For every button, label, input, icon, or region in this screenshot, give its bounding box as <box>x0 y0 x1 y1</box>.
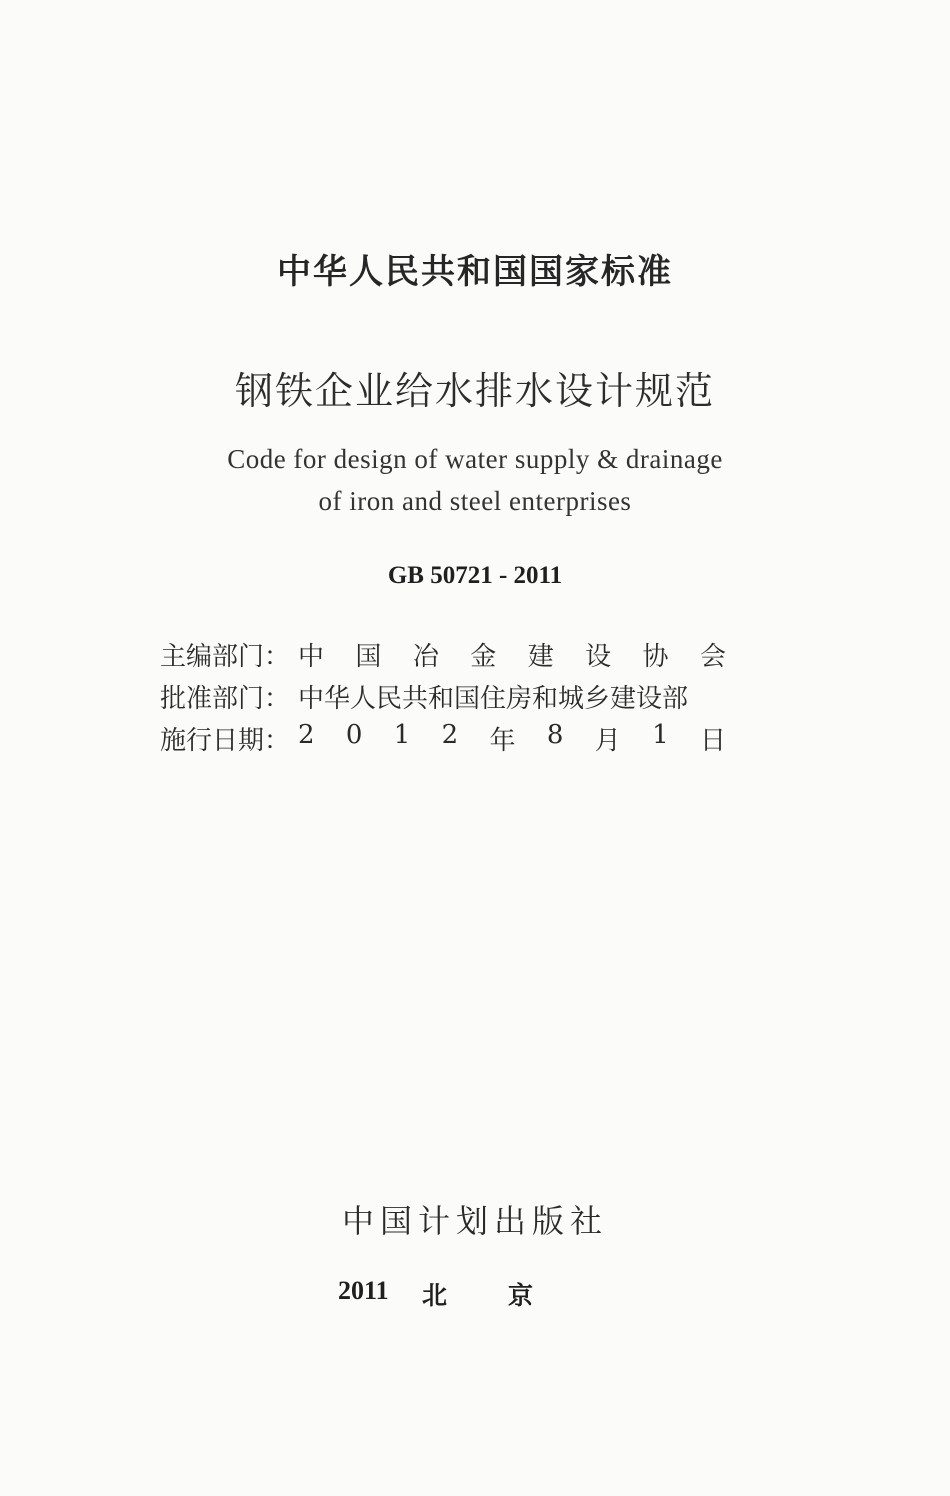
title-english-line2: of iron and steel enterprises <box>318 486 632 516</box>
publication-year: 2011 <box>338 1276 389 1305</box>
effective-date-value <box>298 720 726 757</box>
publisher-name: 中国计划出版社 <box>341 1202 608 1240</box>
date-char: 日 <box>699 726 726 756</box>
approver-department-value: 中华人民共和国住房和城乡建设部 <box>298 684 689 714</box>
date-char: 8 <box>546 720 564 750</box>
date-char: 1 <box>393 720 411 750</box>
date-char: 0 <box>345 720 363 750</box>
editor-department-row <box>160 636 726 676</box>
standard-code: GB 50721 - 2011 <box>387 562 563 589</box>
title-english-line1: Code for design of water supply & drainage <box>227 444 723 474</box>
publication-city-char: 北 <box>422 1281 448 1310</box>
editor-department-value <box>298 636 726 673</box>
editor-char: 冶 <box>412 642 439 672</box>
editor-char: 金 <box>470 642 497 672</box>
national-standard-heading: 中华人民共和国国家标准 <box>277 252 673 292</box>
title-chinese: 钢铁企业给水排水设计规范 <box>234 369 715 413</box>
date-char: 月 <box>594 726 621 756</box>
approver-department-label: 批准部门： <box>160 684 291 714</box>
approver-department-row <box>160 678 726 718</box>
editor-char: 协 <box>642 642 669 672</box>
effective-date-row <box>160 720 726 760</box>
editor-char: 设 <box>585 642 612 672</box>
editor-char: 中 <box>298 642 325 672</box>
date-char: 1 <box>652 720 669 750</box>
publication-city-char: 京 <box>508 1281 534 1310</box>
editor-char: 会 <box>699 642 726 672</box>
date-char: 2 <box>298 720 315 750</box>
publication-place-year <box>0 1276 950 1312</box>
date-char: 2 <box>441 720 459 750</box>
editor-char: 国 <box>355 642 382 672</box>
date-char: 年 <box>489 726 516 756</box>
editor-char: 建 <box>527 642 554 672</box>
effective-date-label: 施行日期： <box>160 726 291 756</box>
editor-department-label: 主编部门： <box>160 642 291 672</box>
